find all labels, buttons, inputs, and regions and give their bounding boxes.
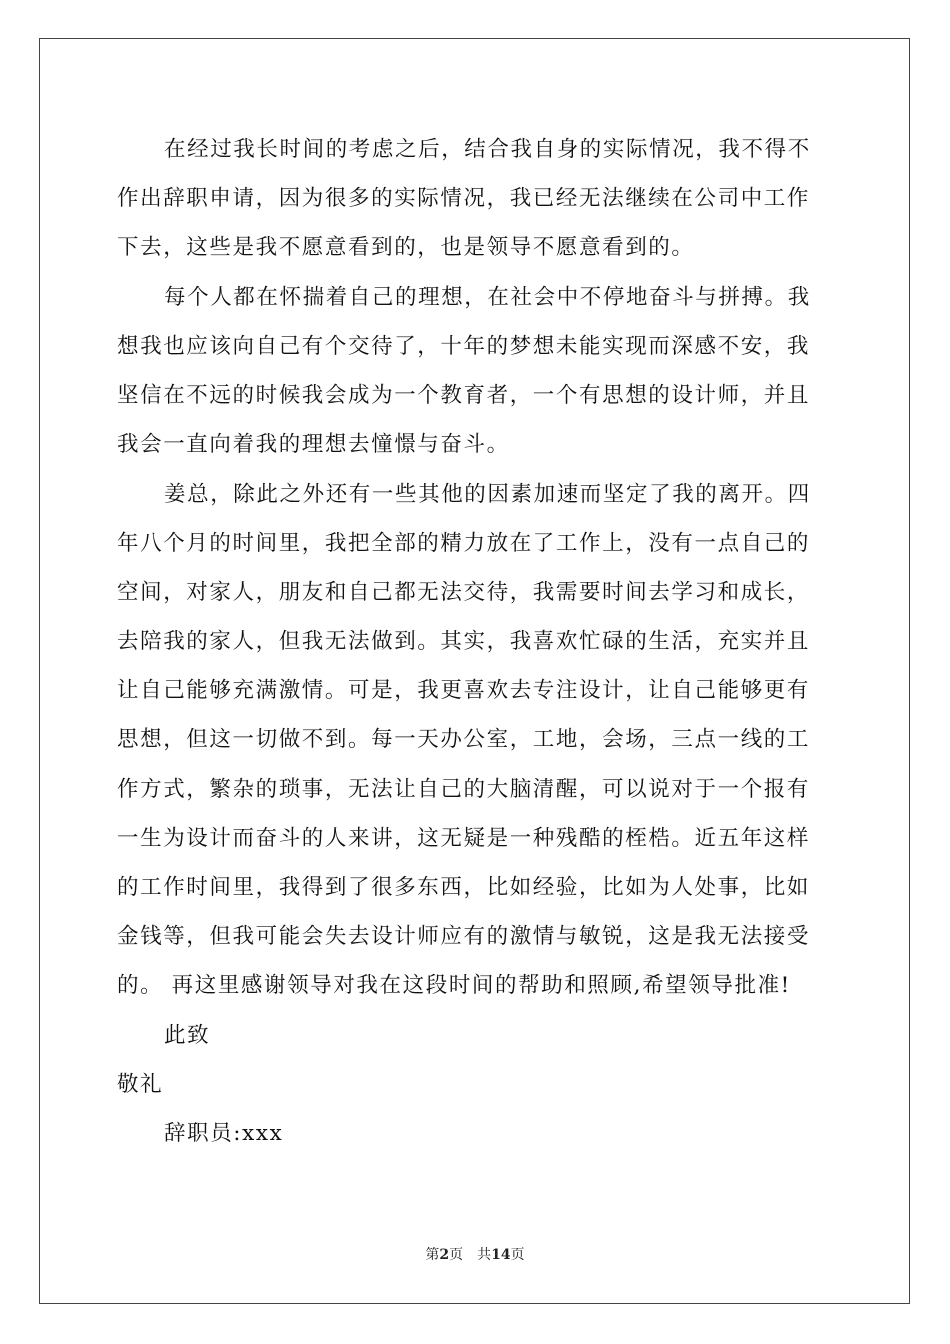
closing-text: 此致: [164, 1023, 211, 1048]
total-prefix: 共: [477, 1247, 492, 1263]
page-current: 2: [439, 1247, 450, 1263]
body-text-line: 坚信在不远的时候我会成为一个教育者，一个有思想的设计师，并且: [117, 383, 811, 408]
body-text-line: 思想，但这一切做不到。每一天办公室，工地，会场，三点一线的工: [117, 727, 811, 752]
body-text-line: 姜总，除此之外还有一些其他的因素加速而坚定了我的离开。四: [164, 482, 811, 507]
body-text-line: 年八个月的时间里，我把全部的精力放在了工作上，没有一点自己的: [117, 531, 811, 556]
page-total: 14: [491, 1247, 511, 1263]
body-text-line: 我会一直向着我的理想去憧憬与奋斗。: [117, 432, 510, 457]
body-text-line: 让自己能够充满激情。可是，我更喜欢去专注设计，让自己能够更有: [117, 678, 811, 703]
page-prefix: 第: [425, 1247, 440, 1263]
body-text-line: 金钱等，但我可能会失去设计师应有的激情与敏锐，这是我无法接受: [117, 924, 811, 949]
salute-text: 敬礼: [117, 1072, 164, 1097]
page-border: [39, 38, 910, 1304]
signature-text: 辞职员:xxx: [164, 1121, 284, 1146]
page-footer: [0, 1245, 950, 1265]
body-text-line: 想我也应该向自己有个交待了，十年的梦想未能实现而深感不安，我: [117, 334, 811, 359]
body-text-line: 去陪我的家人，但我无法做到。其实，我喜欢忙碌的生活，充实并且: [117, 629, 811, 654]
body-text-line: 下去，这些是我不愿意看到的，也是领导不愿意看到的。: [117, 235, 695, 260]
page-suffix: 页: [449, 1247, 464, 1263]
total-suffix: 页: [510, 1247, 525, 1263]
body-text-line: 的工作时间里，我得到了很多东西，比如经验，比如为人处事，比如: [117, 875, 811, 900]
body-text-line: 一生为设计而奋斗的人来讲，这无疑是一种残酷的桎梏。近五年这样: [117, 826, 811, 851]
body-text-line: 空间，对家人，朋友和自己都无法交待，我需要时间去学习和成长，: [117, 580, 811, 605]
body-text-line: 作方式，繁杂的琐事，无法让自己的大脑清醒，可以说对于一个报有: [117, 777, 811, 802]
body-text-line: 在经过我长时间的考虑之后，结合我自身的实际情况，我不得不: [164, 137, 811, 162]
body-text-line: 作出辞职申请，因为很多的实际情况，我已经无法继续在公司中工作: [117, 186, 811, 211]
body-text-line: 每个人都在怀揣着自己的理想，在社会中不停地奋斗与拼搏。我: [164, 285, 811, 310]
body-text-line: 的。 再这里感谢领导对我在这段时间的帮助和照顾,希望领导批准!: [117, 973, 791, 998]
